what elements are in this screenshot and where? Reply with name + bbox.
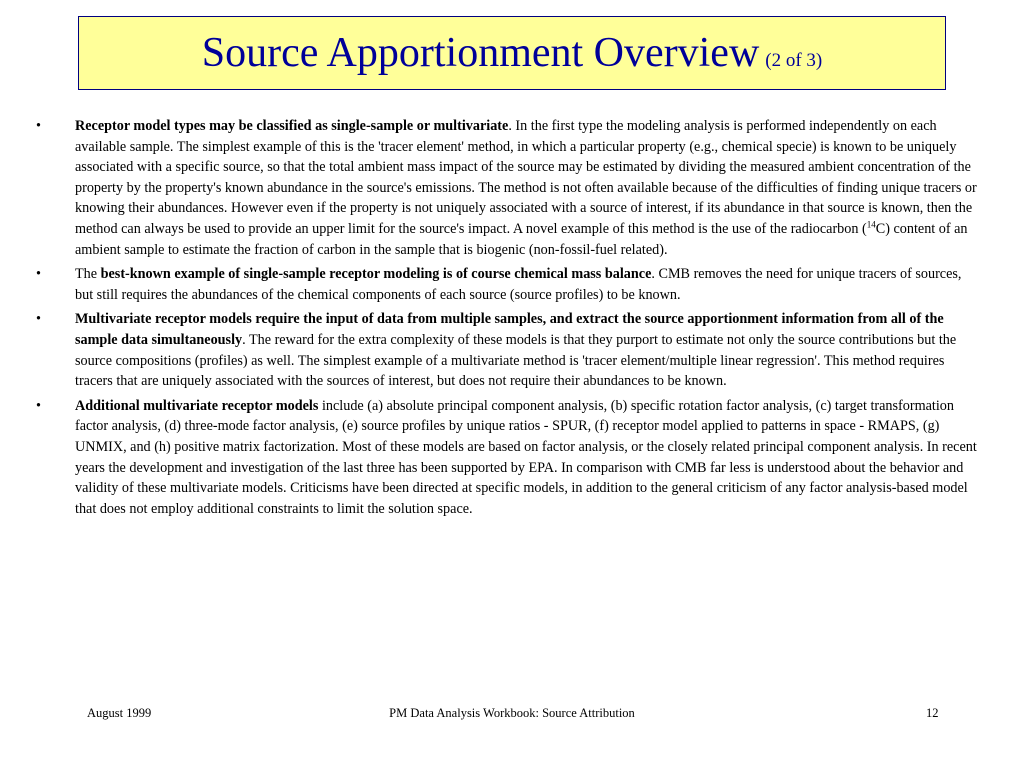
bullet-text: . In the first type the modeling analysis is performed independently on each available sample. The simplest example of this is the 'tracer element' method, in which a particular property (e.g., chemical specie) is known to be uniquely associated with a specific source, so that the total ambient mass impact of the source may be estimated by dividing the measured ambient concentration of the property by the property's known abundance in the source's emissions. The method is not often available because of the difficulties of finding unique tracers or knowing their abundances. However even if the property is not uniquely associated with a source of interest, if its abundance in that source is known, then the method can always be used to provide an upper limit for the source's impact. A novel example of this method is the use of the radiocarbon (	[75, 118, 977, 237]
bullet-bold-text: Additional multivariate receptor models	[75, 397, 319, 414]
bullet-item	[30, 264, 982, 305]
slide-title-text: Source Apportionment Overview	[201, 30, 760, 76]
bullet-icon: •	[36, 397, 41, 414]
superscript-text: 14	[866, 219, 876, 230]
footer-date: August 1999	[87, 706, 152, 720]
bullet-text: The	[75, 266, 101, 283]
title-banner	[78, 16, 946, 90]
slide-title	[202, 32, 823, 74]
bullet-bold-text: Receptor model types may be classified as single-sample or multivariate	[75, 118, 509, 134]
bullet-icon: •	[36, 311, 41, 328]
bullet-text: include (a) absolute principal component analysis, (b) specific rotation factor analysis, (c) target transformation factor analysis, (d) three-mode factor analysis, (e) source profiles by unique ratios - SPUR, (f) receptor model applied to patterns in space - RMAPS, (g) UNMIX, and (h) positive matrix factorization. Most of these models are based on factor analysis, or the closely related principal component analysis. In recent years the development and investigation of the last three has been supported by EPA. In comparison with CMB far less is understood about the behavior and validity of these multivariate models. Criticisms have been directed at specific models, in addition to the general criticism of any factor analysis-based model that does not employ additional constraints to limit the solution space.	[75, 397, 977, 517]
bullet-item	[30, 396, 982, 520]
bullet-icon: •	[36, 266, 41, 283]
bullet-text: C) content of an ambient sample to estimate the fraction of carbon in the sample that is biogenic (non-fossil-fuel related).	[75, 220, 968, 258]
bullet-item	[30, 309, 982, 391]
bullet-bold-text: Multivariate receptor models require the input of data from multiple samples, and extract the source apportionment information from all of the sample data simultaneously	[75, 311, 944, 348]
bullet-text: . The reward for the extra complexity of these models is that they purport to estimate not only the source contributions but the source compositions (profiles) as well. The simplest example of a multivariate method is 'tracer element/multiple linear regression'. This method requires tracers that are uniquely associated with the sources of interest, but does not require their abundances to be known.	[75, 331, 957, 390]
bullet-bold-text: best-known example of single-sample receptor modeling is of course chemical mass balance	[100, 266, 652, 283]
slide-title-subtitle: (2 of 3)	[765, 50, 823, 71]
bullet-text: . CMB removes the need for unique tracers of sources, but still requires the abundances of the chemical components of each source (source profiles) to be known.	[75, 266, 962, 303]
bullet-item	[30, 116, 982, 260]
page-number: 12	[926, 706, 939, 720]
bullet-list	[30, 116, 982, 523]
footer-title: PM Data Analysis Workbook: Source Attribution	[389, 706, 635, 720]
bullet-icon: •	[36, 118, 41, 134]
